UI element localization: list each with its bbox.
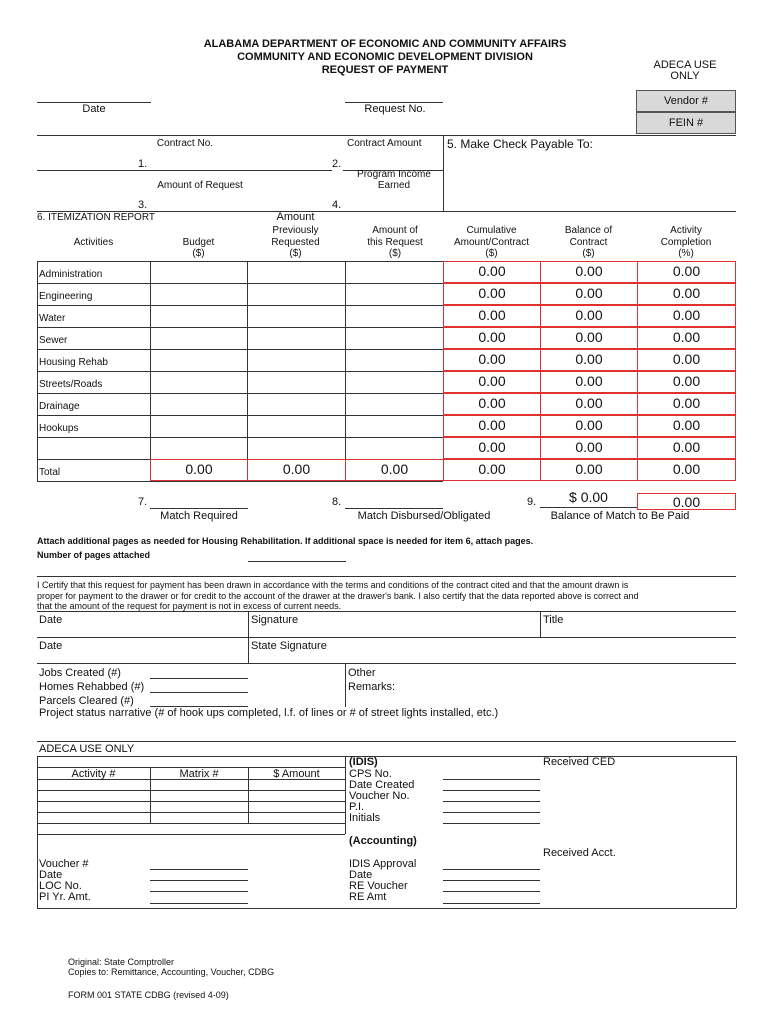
col-bal-2: Contract bbox=[569, 237, 608, 248]
cumulative-value-box[interactable] bbox=[443, 437, 541, 459]
cumulative-value: 0.00 bbox=[478, 329, 506, 345]
cps-no-label: CPS No. bbox=[349, 768, 392, 780]
cumulative-value: 0.00 bbox=[478, 307, 506, 323]
col-cum-1: Cumulative bbox=[466, 225, 517, 236]
total-budget: 0.00 bbox=[185, 461, 213, 477]
field-1-line[interactable] bbox=[37, 170, 332, 171]
balance-to-be-paid-label: Balance of Match to Be Paid bbox=[550, 510, 690, 522]
balance-value: 0.00 bbox=[575, 307, 603, 323]
table-col-rule bbox=[37, 261, 38, 481]
idis-approval-line[interactable] bbox=[443, 869, 540, 870]
input-cell-budget[interactable] bbox=[151, 284, 246, 304]
col-bal-1: Balance of bbox=[564, 225, 613, 236]
input-cell-budget[interactable] bbox=[151, 372, 246, 392]
voucher-no-line[interactable] bbox=[443, 801, 540, 802]
vendor-label: Vendor # bbox=[663, 95, 709, 107]
re-voucher-label: RE Voucher bbox=[349, 880, 408, 892]
contract-no-label: Contract No. bbox=[156, 138, 214, 149]
total-cum: 0.00 bbox=[478, 461, 506, 477]
col-act-2: Completion bbox=[660, 237, 712, 248]
certify-rule-3 bbox=[37, 663, 736, 664]
balance-value-box[interactable] bbox=[540, 261, 638, 283]
completion-value: 0.00 bbox=[672, 307, 701, 323]
adeca-box-top bbox=[37, 756, 736, 757]
total-prev: 0.00 bbox=[282, 461, 311, 477]
cumulative-value-box[interactable] bbox=[443, 393, 541, 415]
fein-box[interactable] bbox=[636, 112, 736, 134]
pages-attached-line[interactable] bbox=[248, 561, 346, 562]
cumulative-value-box[interactable] bbox=[443, 415, 541, 437]
balance-value-box[interactable] bbox=[540, 371, 638, 393]
cumulative-value: 0.00 bbox=[478, 373, 506, 389]
re-amt-line[interactable] bbox=[443, 903, 540, 904]
cumulative-value-box[interactable] bbox=[443, 261, 541, 283]
completion-value-box[interactable] bbox=[637, 261, 736, 283]
input-cell-budget[interactable] bbox=[151, 262, 246, 282]
cumulative-value: 0.00 bbox=[478, 285, 506, 301]
completion-value: 0.00 bbox=[672, 263, 701, 279]
cumulative-value-box[interactable] bbox=[443, 305, 541, 327]
balance-value: 0.00 bbox=[575, 439, 603, 455]
title-field[interactable]: Title bbox=[543, 614, 564, 626]
fein-label: FEIN # bbox=[668, 117, 704, 129]
input-cell-prev[interactable] bbox=[248, 328, 344, 348]
certify-rule-2 bbox=[37, 637, 736, 638]
input-cell-budget[interactable] bbox=[151, 306, 246, 326]
input-cell-prev[interactable] bbox=[248, 416, 344, 436]
idis-approval-label: IDIS Approval bbox=[349, 858, 417, 870]
input-cell-req[interactable] bbox=[346, 262, 442, 282]
adeca-row-rule bbox=[37, 801, 345, 802]
date-created-line[interactable] bbox=[443, 790, 540, 791]
activity-col-label: Activity # bbox=[71, 768, 116, 780]
activity-label: Streets/Roads bbox=[39, 379, 103, 390]
cumulative-value: 0.00 bbox=[478, 417, 506, 433]
section-top-rule bbox=[37, 135, 736, 136]
activity-label: Sewer bbox=[39, 335, 68, 346]
completion-value-box[interactable] bbox=[637, 305, 736, 327]
pi-yr-amt-line[interactable] bbox=[150, 903, 248, 904]
re-voucher-line[interactable] bbox=[443, 891, 540, 892]
cumulative-value: 0.00 bbox=[478, 395, 506, 411]
date2-label: Date bbox=[349, 869, 373, 881]
balance-value: 0.00 bbox=[575, 329, 603, 345]
input-cell-prev[interactable] bbox=[248, 394, 344, 414]
activity-label: Hookups bbox=[39, 423, 79, 434]
matrix-col-label: Matrix # bbox=[179, 768, 219, 780]
completion-value-box[interactable] bbox=[637, 349, 736, 371]
parcels-cleared-label: Parcels Cleared (#) bbox=[39, 695, 134, 707]
col-prev-3: Requested bbox=[271, 237, 320, 248]
balance-value-box[interactable] bbox=[540, 283, 638, 305]
adeca-col-rule bbox=[345, 767, 346, 823]
total-bal: 0.00 bbox=[575, 461, 603, 477]
balance-value: 0.00 bbox=[575, 395, 603, 411]
cumulative-value-box[interactable] bbox=[443, 283, 541, 305]
adeca-row-rule bbox=[37, 790, 345, 791]
loc-no-label: LOC No. bbox=[39, 880, 82, 892]
received-ced-label: Received CED bbox=[543, 756, 616, 768]
cumulative-value: 0.00 bbox=[478, 439, 506, 455]
cumulative-value: 0.00 bbox=[478, 351, 506, 367]
contract-amount-label: Contract Amount bbox=[347, 138, 422, 149]
total-req: 0.00 bbox=[380, 461, 409, 477]
balance-value: 0.00 bbox=[575, 417, 603, 433]
adeca-box-right bbox=[736, 756, 737, 908]
input-cell-req[interactable] bbox=[346, 372, 442, 392]
total-pct-box[interactable] bbox=[637, 459, 736, 481]
field-9-line[interactable] bbox=[540, 507, 637, 508]
itemization-title: 6. ITEMIZATION REPORT bbox=[37, 212, 155, 223]
match-required-label: Match Required bbox=[160, 510, 238, 522]
col-budget-2: ($) bbox=[192, 248, 205, 259]
header-line-3: REQUEST OF PAYMENT bbox=[321, 64, 449, 76]
col-act-3: (%) bbox=[678, 248, 694, 259]
input-cell-prev[interactable] bbox=[248, 438, 344, 458]
jobs-created-label: Jobs Created (#) bbox=[39, 667, 121, 679]
activity-label: Administration bbox=[39, 269, 103, 280]
activity-label: Engineering bbox=[39, 291, 93, 302]
signature-field[interactable]: Signature bbox=[251, 614, 299, 626]
col-act-1: Activity bbox=[670, 225, 702, 236]
input-cell-prev[interactable] bbox=[248, 306, 344, 326]
activity-label: Housing Rehab bbox=[39, 357, 108, 368]
field-9-box[interactable] bbox=[637, 493, 736, 510]
adeca-row-rule bbox=[37, 812, 345, 813]
certify-line-1: I Certify that this request for payment has been drawn in accordance with the terms and conditions of the contract cited and that the amount drawn is bbox=[37, 580, 629, 590]
balance-value: 0.00 bbox=[575, 263, 603, 279]
initials-label: Initials bbox=[349, 812, 381, 824]
cumulative-value: 0.00 bbox=[478, 263, 506, 279]
completion-value: 0.00 bbox=[672, 373, 701, 389]
homes-rehabbed-label: Homes Rehabbed (#) bbox=[39, 681, 145, 693]
make-check-label: 5. Make Check Payable To: bbox=[447, 137, 593, 151]
col-req-2: this Request bbox=[367, 237, 423, 248]
certify-line-3: that the amount of the request for payment is not in excess of current needs. bbox=[37, 601, 342, 611]
cumulative-value-box[interactable] bbox=[443, 327, 541, 349]
header-line-1: ALABAMA DEPARTMENT OF ECONOMIC AND COMMUNITY AFFAIRS bbox=[203, 38, 567, 50]
date-created-label: Date Created bbox=[349, 779, 415, 791]
other-label: Other bbox=[348, 667, 376, 679]
header-line-2: COMMUNITY AND ECONOMIC DEVELOPMENT DIVISION bbox=[237, 51, 533, 63]
date-line-adeca[interactable] bbox=[150, 880, 248, 881]
date-label-adeca: Date bbox=[39, 869, 63, 881]
loc-no-line[interactable] bbox=[150, 891, 248, 892]
voucher-line[interactable] bbox=[150, 869, 248, 870]
completion-value: 0.00 bbox=[672, 395, 701, 411]
certify-rule-1 bbox=[37, 611, 736, 612]
col-bal-3: ($) bbox=[582, 248, 595, 259]
field-9-value: $ 0.00 bbox=[569, 489, 608, 505]
col-req-3: ($) bbox=[388, 248, 402, 259]
adeca-box-bottom bbox=[37, 908, 736, 909]
input-cell-prev[interactable] bbox=[248, 284, 344, 304]
match-disbursed-label: Match Disbursed/Obligated bbox=[357, 510, 491, 522]
accounting-label: (Accounting) bbox=[349, 835, 417, 847]
completion-value-box[interactable] bbox=[637, 327, 736, 349]
balance-value: 0.00 bbox=[575, 285, 603, 301]
total-label: Total bbox=[39, 467, 61, 478]
voucher-label: Voucher # bbox=[39, 858, 89, 870]
field-4-num: 4. bbox=[332, 199, 342, 211]
total-cum-box[interactable] bbox=[443, 459, 541, 481]
pi-label: P.I. bbox=[349, 801, 365, 813]
balance-value: 0.00 bbox=[575, 373, 603, 389]
total-pct: 0.00 bbox=[672, 461, 701, 477]
col-activities: Activities bbox=[73, 237, 114, 248]
request-no-label: Request No. bbox=[364, 103, 426, 115]
homes-rehabbed-line[interactable] bbox=[150, 692, 248, 693]
state-signature-field[interactable]: State Signature bbox=[251, 640, 327, 652]
certify-divider-2 bbox=[540, 611, 541, 637]
completion-value-box[interactable] bbox=[637, 371, 736, 393]
table-row-rule bbox=[37, 481, 443, 482]
adeca-top-rule bbox=[37, 741, 736, 742]
field-2-num: 2. bbox=[332, 158, 342, 170]
footer-form: FORM 001 STATE CDBG (revised 4-09) bbox=[68, 990, 229, 1000]
input-cell-prev[interactable] bbox=[248, 262, 344, 282]
re-amt-label: RE Amt bbox=[349, 891, 387, 903]
completion-value-box[interactable] bbox=[637, 415, 736, 437]
status-narrative-label: Project status narrative (# of hook ups completed, l.f. of lines or # of street lights installed, etc.) bbox=[39, 707, 499, 719]
completion-value: 0.00 bbox=[672, 351, 701, 367]
completion-value: 0.00 bbox=[672, 285, 701, 301]
footer-original: Original: State Comptroller bbox=[68, 957, 175, 967]
balance-value-box[interactable] bbox=[540, 415, 638, 437]
field-1-num: 1. bbox=[138, 158, 148, 170]
amount-col-label: $ Amount bbox=[273, 768, 320, 780]
adeca-use-label-1: ADECA USE bbox=[653, 59, 717, 71]
total-prev-box[interactable] bbox=[247, 459, 346, 481]
balance-value: 0.00 bbox=[575, 351, 603, 367]
field-9-box-value: 0.00 bbox=[672, 494, 701, 510]
adeca-row-rule bbox=[37, 823, 345, 824]
cumulative-value-box[interactable] bbox=[443, 371, 541, 393]
program-income-label-1: Program Income bbox=[357, 169, 431, 180]
input-cell-prev[interactable] bbox=[248, 350, 344, 370]
input-cell-req[interactable] bbox=[346, 328, 442, 348]
vendor-box[interactable] bbox=[636, 90, 736, 112]
activity-label: Water bbox=[39, 313, 66, 324]
field-8-num: 8. bbox=[332, 496, 342, 508]
balance-value-box[interactable] bbox=[540, 327, 638, 349]
initials-line[interactable] bbox=[443, 823, 540, 824]
col-cum-3: ($) bbox=[485, 248, 498, 259]
input-cell-budget[interactable] bbox=[151, 328, 246, 348]
amount-of-request-label: Amount of Request bbox=[157, 180, 243, 191]
completion-value-box[interactable] bbox=[637, 393, 736, 415]
adeca-use-label-2: ONLY bbox=[670, 70, 700, 82]
col-req-1: Amount of bbox=[372, 225, 418, 236]
col-prev-2: Previously bbox=[272, 225, 319, 236]
col-prev-4: ($) bbox=[289, 248, 302, 259]
pages-attached-label: Number of pages attached bbox=[37, 550, 151, 560]
balance-value-box[interactable] bbox=[540, 437, 638, 459]
completion-value: 0.00 bbox=[672, 417, 701, 433]
adeca-grid-bottom bbox=[37, 834, 345, 835]
activity-label: Drainage bbox=[39, 401, 80, 412]
field-9-num: 9. bbox=[527, 496, 537, 508]
status-divider bbox=[345, 663, 346, 707]
date2-line[interactable] bbox=[443, 880, 540, 881]
remarks-label: Remarks: bbox=[348, 681, 396, 693]
input-cell-budget[interactable] bbox=[151, 438, 246, 458]
idis-label: (IDIS) bbox=[349, 756, 378, 768]
input-cell-req[interactable] bbox=[346, 284, 442, 304]
match-required-line[interactable] bbox=[150, 508, 248, 509]
adeca-use-only-title: ADECA USE ONLY bbox=[39, 743, 135, 755]
certify-date-2[interactable]: Date bbox=[39, 640, 63, 652]
completion-value-box[interactable] bbox=[637, 437, 736, 459]
input-cell-req[interactable] bbox=[346, 416, 442, 436]
input-cell-budget[interactable] bbox=[151, 416, 246, 436]
voucher-no-label: Voucher No. bbox=[349, 790, 410, 802]
completion-value-box[interactable] bbox=[637, 283, 736, 305]
input-cell-req[interactable] bbox=[346, 306, 442, 326]
cps-no-line[interactable] bbox=[443, 779, 540, 780]
certify-top-rule bbox=[37, 576, 736, 577]
input-cell-req[interactable] bbox=[346, 438, 442, 458]
input-cell-budget[interactable] bbox=[151, 350, 246, 370]
completion-value: 0.00 bbox=[672, 439, 701, 455]
input-cell-prev[interactable] bbox=[248, 372, 344, 392]
total-req-box[interactable] bbox=[345, 459, 444, 481]
input-cell-req[interactable] bbox=[346, 394, 442, 414]
field-3-num: 3. bbox=[138, 199, 148, 211]
certify-date-1[interactable]: Date bbox=[39, 614, 63, 626]
total-budget-box[interactable] bbox=[150, 459, 248, 481]
balance-value-box[interactable] bbox=[540, 393, 638, 415]
col-cum-2: Amount/Contract bbox=[453, 237, 530, 248]
col-budget-1: Budget bbox=[182, 237, 215, 248]
cumulative-value-box[interactable] bbox=[443, 349, 541, 371]
field-7-num: 7. bbox=[138, 496, 148, 508]
input-cell-budget[interactable] bbox=[151, 394, 246, 414]
pi-yr-amt-label: PI Yr. Amt. bbox=[39, 891, 91, 903]
total-bal-box[interactable] bbox=[540, 459, 638, 481]
input-cell-req[interactable] bbox=[346, 350, 442, 370]
pi-line[interactable] bbox=[443, 812, 540, 813]
jobs-created-line[interactable] bbox=[150, 678, 248, 679]
certify-line-2: proper for payment to the drawer or for credit to the account of the drawer at the drawer's bank. I also certify that the data reported above is correct and bbox=[37, 591, 639, 601]
col-prev-1: Amount bbox=[276, 211, 315, 223]
match-disbursed-line[interactable] bbox=[345, 508, 443, 509]
attach-note: Attach additional pages as needed for Housing Rehabilitation. If additional space is needed for item 6, attach pages. bbox=[37, 536, 534, 546]
received-acct-label: Received Acct. bbox=[543, 847, 616, 859]
date-label: Date bbox=[82, 103, 106, 115]
completion-value: 0.00 bbox=[672, 329, 701, 345]
balance-value-box[interactable] bbox=[540, 305, 638, 327]
program-income-label-2: Earned bbox=[377, 180, 411, 191]
balance-value-box[interactable] bbox=[540, 349, 638, 371]
footer-copies: Copies to: Remittance, Accounting, Voucher, CDBG bbox=[68, 967, 275, 977]
